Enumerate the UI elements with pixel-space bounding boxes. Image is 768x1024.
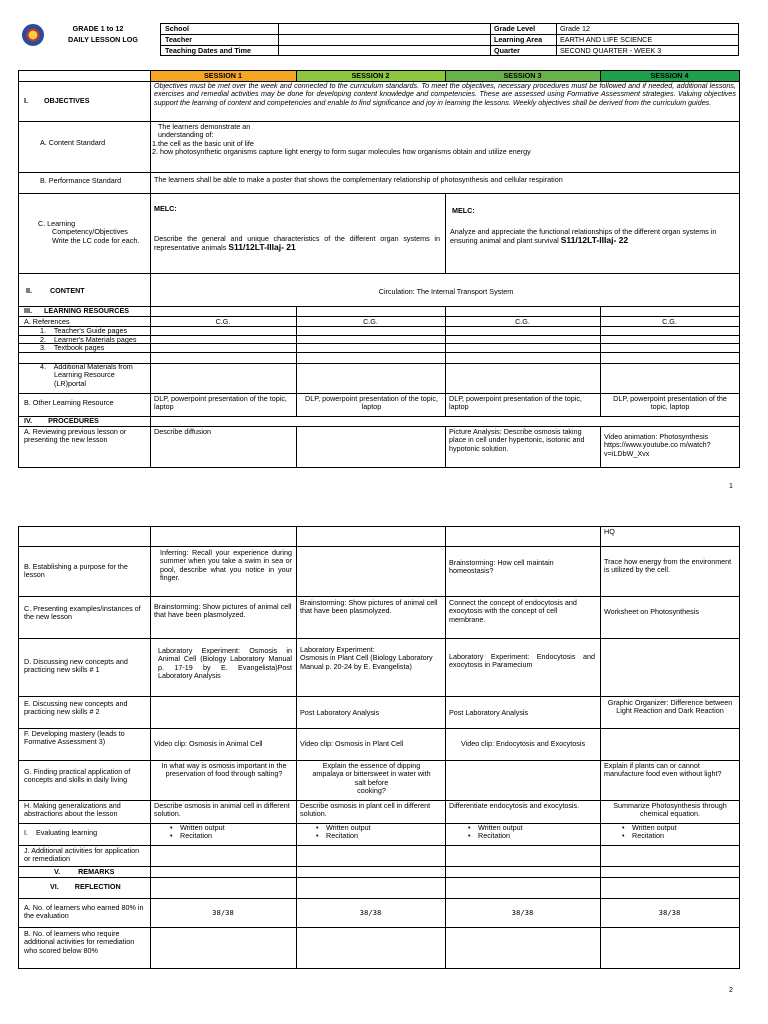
references-label: A. References <box>24 317 70 326</box>
examples-session-1: Brainstorming: Show pictures of animal cell that have been plasmolyzed. <box>154 602 292 620</box>
evaluating-session-3: • Written output • Recitation <box>464 824 592 841</box>
school-label: School <box>165 24 189 33</box>
melc-right-text: Analyze and appreciate the functional relationships of the different organ systems in ensuring animal and plant survival S11/12LT-IIIaj- 22 <box>450 227 717 246</box>
examples-session-2: Brainstorming: Show pictures of animal cell that have been plasmolyzed. <box>300 598 438 616</box>
hq-text: HQ <box>604 527 615 536</box>
grade-range: GRADE 1 to 12 <box>72 24 124 33</box>
competency-label: C. Learning Competency/Objectives Write the LC code for each. <box>38 219 140 245</box>
other-resource-1: DLP, powerpoint presentation of the topic, laptop <box>154 394 287 412</box>
page-number-2: 2 <box>729 987 733 994</box>
generalization-label: H. Making generalizations and abstractions about the lesson <box>24 801 121 819</box>
page-number-1: 1 <box>729 483 733 490</box>
evaluating-session-4: • Written output • Recitation <box>618 824 736 841</box>
review-session-1: Describe diffusion <box>154 427 211 436</box>
discuss-1-session-1: Laboratory Experiment: Osmosis in Animal Cell (Biology Laboratory Manual p. 17-19 by E. Evangelista)Post Laboratory Analysis <box>158 646 292 680</box>
discuss-2-label: E. Discussing new concepts and practicing new skills # 2 <box>24 699 128 717</box>
earned-80-session-4: 38/38 <box>658 908 681 917</box>
content-standard-text: The learners demonstrate an understanding of: 1.the cell as the basic unit of life 2. how photosynthetic organisms capture light energy to form sugar molecules how organisms obtain and utilize energy <box>152 122 531 156</box>
session-2-label: SESSION 2 <box>351 71 390 80</box>
content-standard-label: A. Content Standard <box>40 138 106 147</box>
earned-80-label: A. No. of learners who earned 80% in the evaluation <box>24 903 144 921</box>
examples-session-3: Connect the concept of endocytosis and exocytosis with the concept of cell membrane. <box>449 598 577 624</box>
melc-right-title: MELC: <box>452 206 475 215</box>
review-lesson-label: A. Reviewing previous lesson or presenting the new lesson <box>24 427 127 445</box>
procedures-label: IV. PROCEDURES <box>24 416 99 425</box>
quarter-label: Quarter <box>494 46 520 55</box>
grade-level-value: Grade 12 <box>560 24 590 33</box>
mastery-session-3: Video clip: Endocytosis and Exocytosis <box>460 739 586 748</box>
additional-activities-label: J. Additional activities for application or remediation <box>24 846 140 864</box>
purpose-session-4: Trace how energy from the environment is utilized by the cell. <box>604 557 732 575</box>
discuss-2-session-4: Graphic Organizer: Difference between Light Reaction and Dark Reaction <box>607 698 733 716</box>
cg-session-1: C.G. <box>215 317 231 326</box>
earned-80-session-3: 38/38 <box>511 908 534 917</box>
session-4-label: SESSION 4 <box>650 71 689 80</box>
performance-standard-label: B. Performance Standard <box>40 176 122 185</box>
generalization-session-1: Describe osmosis in animal cell in different solution. <box>154 801 290 819</box>
teachers-guide-label: 1. Teacher's Guide pages <box>40 326 128 335</box>
content-text: Circulation: The Internal Transport System <box>378 287 514 296</box>
content-label: II. CONTENT <box>26 286 85 295</box>
dates-label: Teaching Dates and Time <box>165 46 252 55</box>
grade-level-label: Grade Level <box>494 24 536 33</box>
other-resource-label: B. Other Learning Resource <box>24 398 114 407</box>
deped-seal-icon <box>22 24 44 46</box>
application-session-4: Explain if plants can or cannot manufacture food even without light? <box>604 761 722 779</box>
review-session-4: Video animation: Photosynthesis https://www.youtube.co m/watch? v=iLDbW_Xvx <box>604 432 711 458</box>
objectives-text: Objectives must be met over the week and connected to the curriculum standards. To meet the objectives, necessary procedures must be followed and if needed, additional lessons, exercises and remedial activities may be done for developing content knowledge and competencies. These are assessed using Formative Assessment strategies. Valuing objectives support the learning of content and competencies and enable to find significance and joy in learning the lessons. Weekly objectives shall be derived from the curriculum guides. <box>154 81 736 107</box>
objectives-label: I. OBJECTIVES <box>24 96 90 105</box>
evaluating-label: I. Evaluating learning <box>24 828 98 837</box>
learning-area-value: EARTH AND LIFE SCIENCE <box>560 35 653 44</box>
purpose-session-1: Inferring: Recall your experience during summer when you take a swim in sea or pool, describe what you notice in your finger. <box>160 548 292 582</box>
learners-materials-label: 2. Learner's Materials pages <box>40 335 137 344</box>
discuss-1-label: D. Discussing new concepts and practicing new skills # 1 <box>24 657 128 675</box>
discuss-1-session-2: Laboratory Experiment: Osmosis in Plant Cell (Biology Laboratory Manual p. 20-24 by E. Evangelista) <box>300 645 433 671</box>
remarks-label: V. REMARKS <box>54 867 115 876</box>
discuss-2-session-3: Post Laboratory Analysis <box>449 708 529 717</box>
melc-left-title: MELC: <box>154 204 177 213</box>
session-3-label: SESSION 3 <box>503 71 542 80</box>
purpose-session-3: Brainstorming: How cell maintain homeostasis? <box>449 558 554 576</box>
evaluating-session-1: • Written output • Recitation <box>166 824 294 841</box>
generalization-session-4: Summarize Photosynthesis through chemical equation. <box>613 801 727 819</box>
examples-label: C. Presenting examples/instances of the new lesson <box>24 604 141 622</box>
melc-left-text: Describe the general and unique characteristics of the different organ systems in representative animals S11/12LT-IIIaj- 21 <box>154 234 440 253</box>
other-resource-4: DLP, powerpoint presentation of the topic, laptop <box>613 394 727 412</box>
additional-materials-label: 4. Additional Materials from Learning Resource (LR)portal <box>40 362 133 388</box>
purpose-label: B. Establishing a purpose for the lesson <box>24 562 128 580</box>
quarter-value: SECOND QUARTER - WEEK 3 <box>560 46 662 55</box>
earned-80-session-1: 38/38 <box>212 908 234 917</box>
reflection-label: VI. REFLECTION <box>50 882 121 891</box>
other-resource-3: DLP, powerpoint presentation of the topic, laptop <box>449 394 582 412</box>
cg-session-3: C.G. <box>515 317 530 326</box>
evaluating-session-2: • Written output • Recitation <box>312 824 440 841</box>
generalization-session-3: Differentiate endocytosis and exocytosis. <box>449 801 580 810</box>
mastery-label: F. Developing mastery (leads to Formative Assessment 3) <box>24 729 125 747</box>
examples-session-4: Worksheet on Photosynthesis <box>604 607 699 616</box>
mastery-session-1: Video clip: Osmosis in Animal Cell <box>154 739 263 748</box>
log-title: DAILY LESSON LOG <box>68 35 138 44</box>
teacher-label: Teacher <box>165 35 193 44</box>
discuss-1-session-3: Laboratory Experiment: Endocytosis and exocytosis in Paramecium <box>449 652 595 670</box>
earned-80-session-2: 38/38 <box>359 908 382 917</box>
learning-area-label: Learning Area <box>494 35 543 44</box>
generalization-session-2: Describe osmosis in plant cell in different solution. <box>300 801 431 819</box>
learning-resources-label: III. LEARNING RESOURCES <box>24 306 130 315</box>
remediation-label: B. No. of learners who require additional activities for remediation who scored below 80% <box>24 929 135 955</box>
review-session-3: Picture Analysis: Describe osmosis taking place in cell under hypertonic, isotonic and hypotonic solution. <box>449 427 585 453</box>
textbook-label: 3. Textbook pages <box>40 343 105 352</box>
performance-standard-text: The learners shall be able to make a poster that shows the complementary relationship of photosynthesis and cellular respiration <box>154 175 563 184</box>
application-label: G. Finding practical application of concepts and skills in daily living <box>24 767 131 785</box>
application-session-1: In what way is osmosis important in the preservation of food through salting? <box>161 761 287 779</box>
session-1-label: SESSION 1 <box>204 71 242 80</box>
application-session-2: Explain the essence of dipping ampalaya or bittersweet in water with salt before cooking? <box>312 761 431 795</box>
mastery-session-2: Video clip: Osmosis in Plant Cell <box>300 739 404 748</box>
cg-session-2: C.G. <box>363 317 378 326</box>
cg-session-4: C.G. <box>662 317 677 326</box>
discuss-2-session-2: Post Laboratory Analysis <box>300 708 380 717</box>
other-resource-2: DLP, powerpoint presentation of the topic, laptop <box>305 394 438 412</box>
